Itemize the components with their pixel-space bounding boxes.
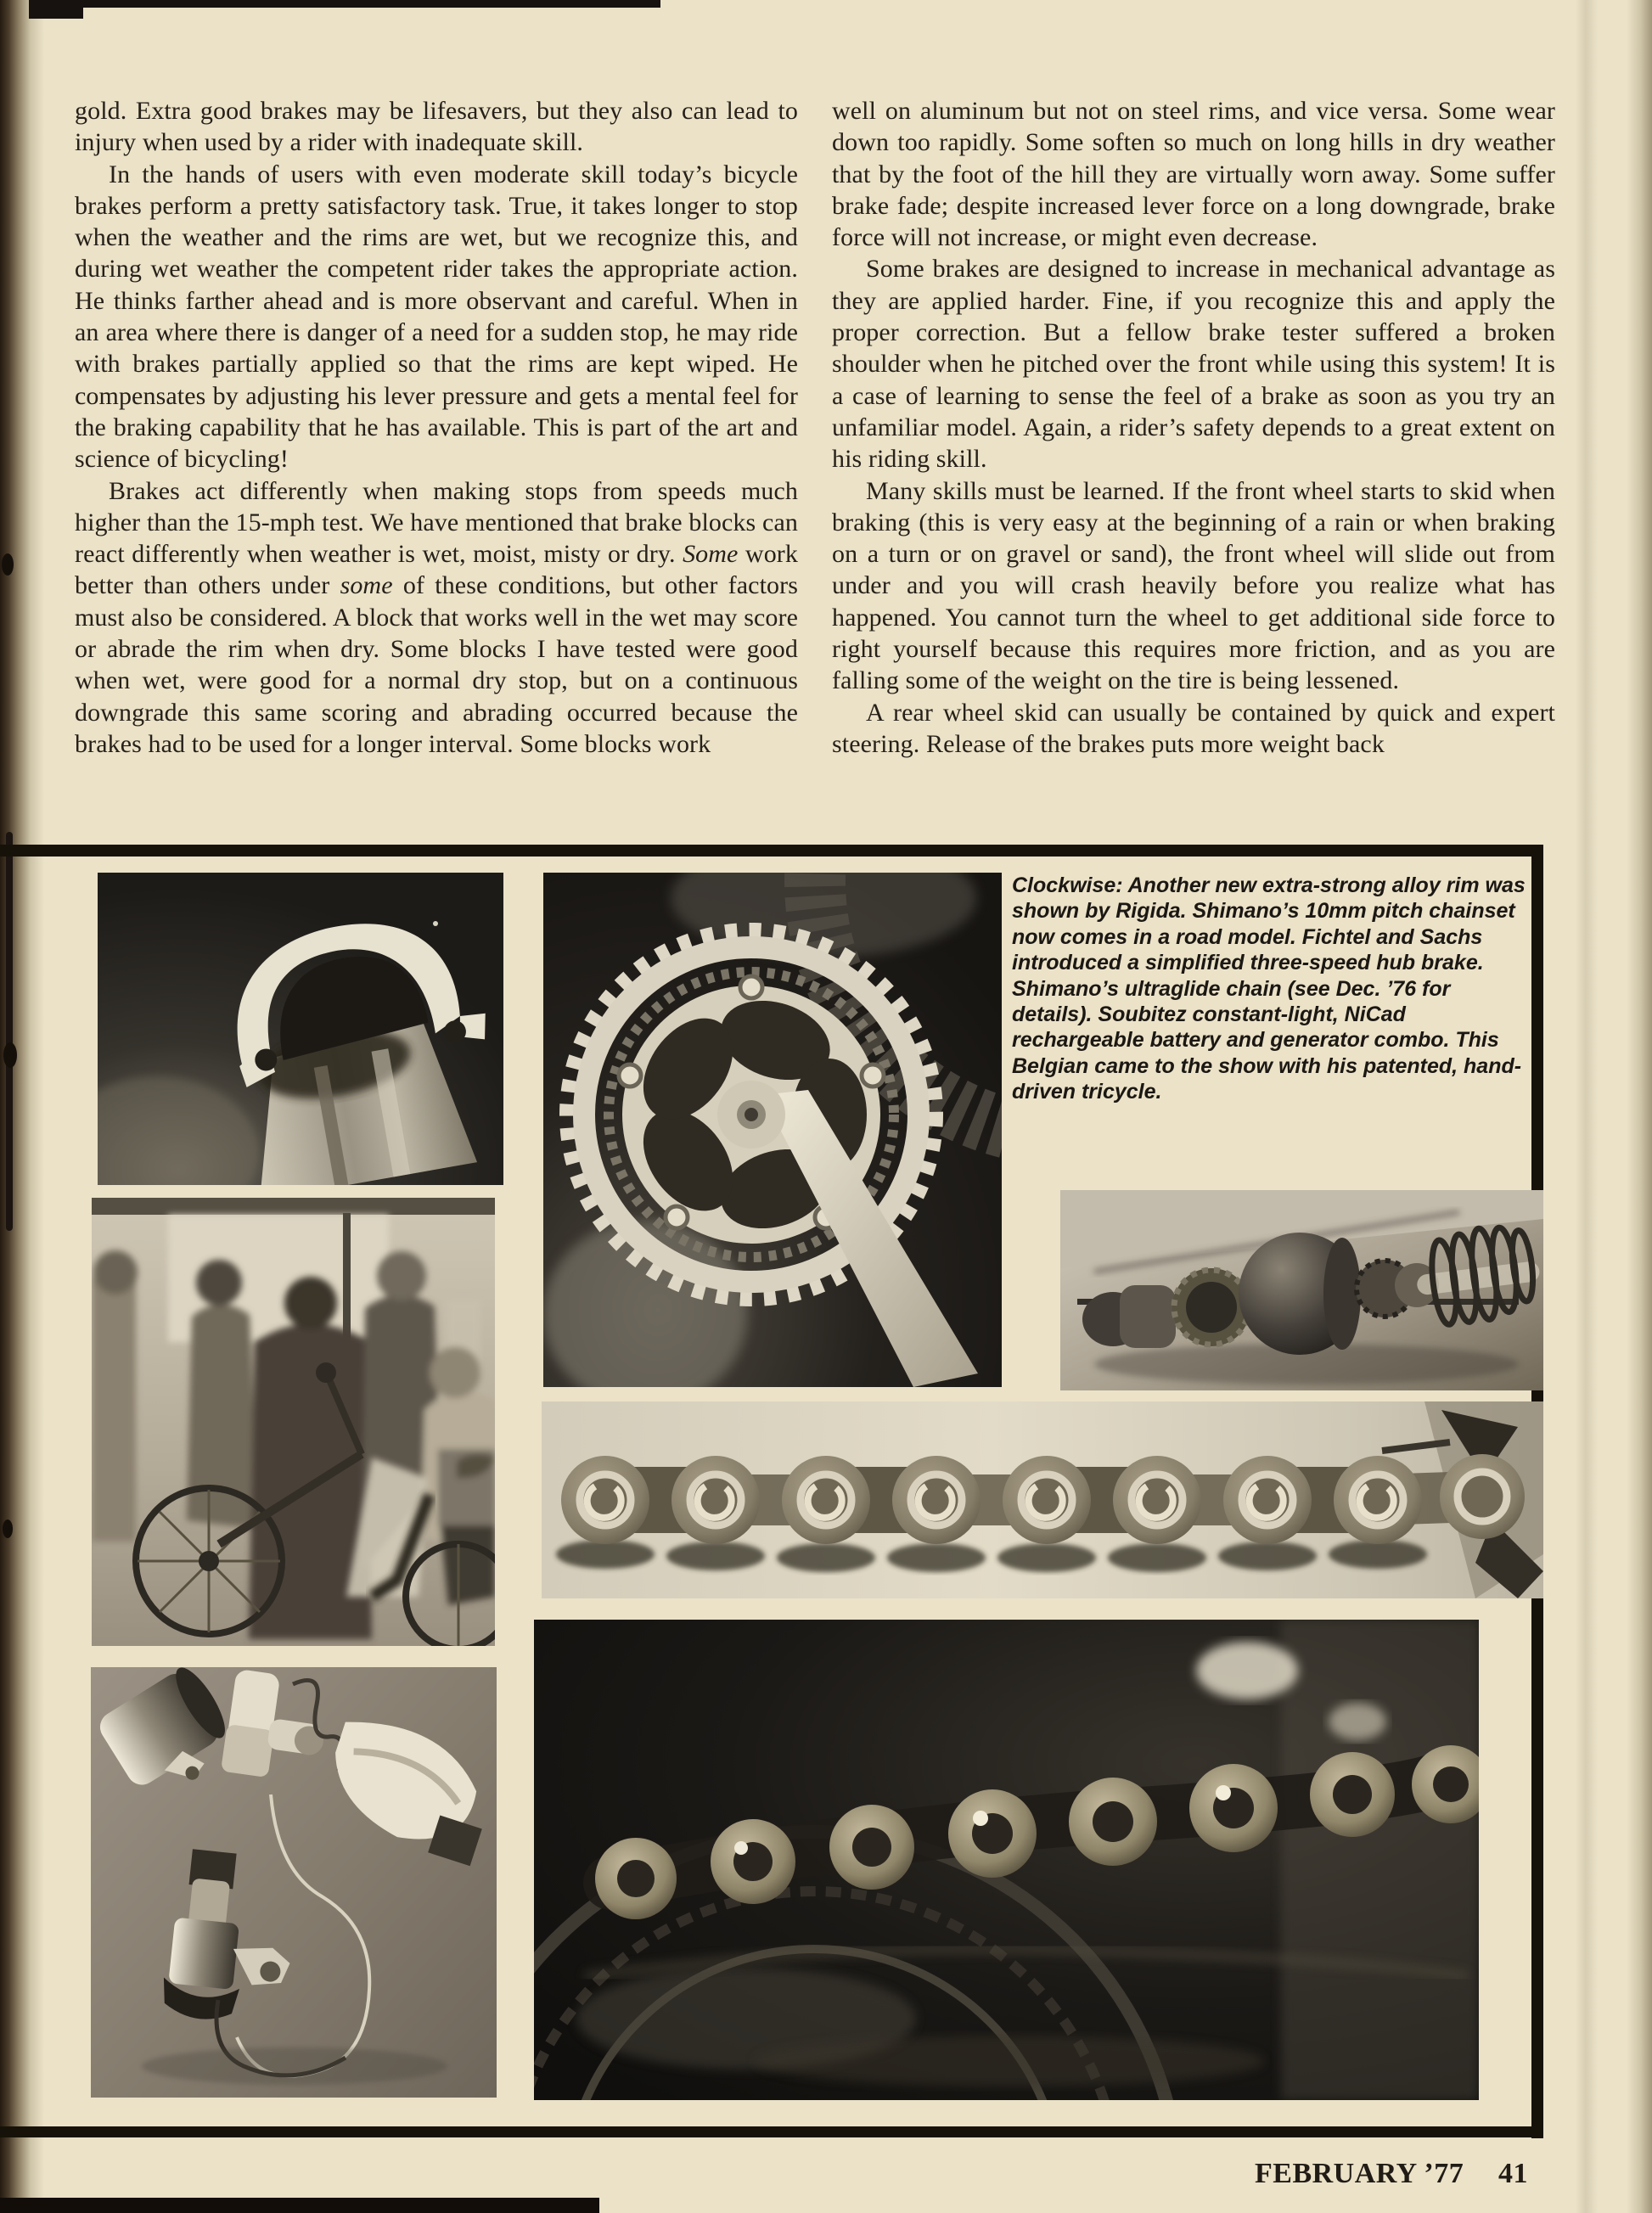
chainring-photo [543, 873, 1002, 1387]
rim-cross-section-photo [98, 873, 503, 1185]
article-body [75, 95, 1555, 760]
page-crease [1576, 0, 1598, 2213]
paragraph: In the hands of users with even moderate skill today’s bicycle brakes perform a pretty satisfactory task. True, it takes longer to stop when the weather and the rims are wet, but we recognize this, and during wet weather the competent rider takes the appropriate action. He thinks farther ahead and is more observant and careful. When in an area where there is danger of a need for a sudden stop, he may ride with brakes partially applied so that the rims are kept wiped. He compensates by adjusting his lever pressure and gets a mental feel for the braking capability that he has available. This is part of the art and science of bicycling! [75, 160, 798, 474]
freewheel-photo [534, 1620, 1479, 2100]
hub-brake-photo [1060, 1190, 1543, 1390]
scan-edge-bottom [0, 2198, 599, 2213]
paragraph: Brakes act differently when making stops from speeds much higher than the 15-mph test. We have mentioned that brake blocks can react differently when weather is wet, moist, misty or dry. Some work better than others under some of these conditions, but other factors must also be considered. A block that works well in the wet may score or abrade the rim when dry. Some blocks I have tested were good when wet, were good for a normal dry stop, but on a continuous downgrade this same scoring and abrading occurred because the brakes had to be used for a longer interval. Some blocks work [75, 476, 798, 758]
paragraph: A rear wheel skid can usually be contained by quick and expert steering. Release of the brakes puts more weight back [832, 698, 1555, 758]
spine-mark [2, 553, 14, 576]
page-number: 41 [1498, 2158, 1528, 2189]
spine-mark [3, 1519, 13, 1538]
scan-edge-top [29, 0, 660, 8]
paragraph: well on aluminum but not on steel rims, and vice versa. Some wear down too rapidly. Some soften so much on long hills in dry weather that by the foot of the hill they are virtually worn away. Some suffer brake fade; despite increased lever force on a long downgrade, brake force will not increase, or might even decrease. [832, 97, 1555, 252]
text-column-left [75, 95, 798, 760]
spine-mark [3, 1042, 17, 1068]
ultraglide-chain-photo [542, 1401, 1543, 1598]
page-edge-right [1627, 0, 1652, 2213]
scan-edge-top-corner [29, 0, 83, 19]
paragraph: Many skills must be learned. If the front wheel starts to skid when braking (this is very easy at the beginning of a rain or when braking on a turn or on gravel or sand), the front wheel will slide out from under and you will crash heavily before you realize what has happened. You cannot turn the wheel to get additional side force to right yourself because this requires more friction, and as you are falling some of the weight on the tire is being lessened. [832, 476, 1555, 695]
lights-generator-photo [91, 1667, 497, 2098]
issue-label: FEBRUARY ’77 [1255, 2158, 1464, 2189]
page-footer [1255, 2158, 1528, 2190]
paragraph: gold. Extra good brakes may be lifesavers, but they also can lead to injury when used by a rider with inadequate skill. [75, 97, 798, 157]
collage-rule-bottom [0, 2126, 1543, 2137]
tricycle-show-photo [92, 1198, 495, 1646]
paragraph: Some brakes are designed to increase in mechanical advantage as they are applied harder. Fine, if you recognize this and apply the proper correction. But a fellow brake tester suffered a broken shoulder when he pitched over the front while using this system! It is a case of learning to sense the feel of a brake as soon as you try an unfamiliar model. Again, a rider’s safety depends to a great extent on his riding skill. [832, 255, 1555, 474]
collage-rule-top [0, 845, 1543, 857]
text-column-right [832, 95, 1555, 760]
spine-line [6, 832, 13, 1231]
photo-caption: Clockwise: Another new extra-strong alloy rim was shown by Rigida. Shimano’s 10mm pitch chainset now comes in a road model. Fichtel and Sachs introduced a simplified three-speed hub brake. Shimano’s ultraglide chain (see Dec. ’76 for details). Soubitez constant-light, NiCad rechargeable battery and generator combo. This Belgian came to the show with his patented, hand-driven tricycle. [1012, 873, 1526, 1104]
